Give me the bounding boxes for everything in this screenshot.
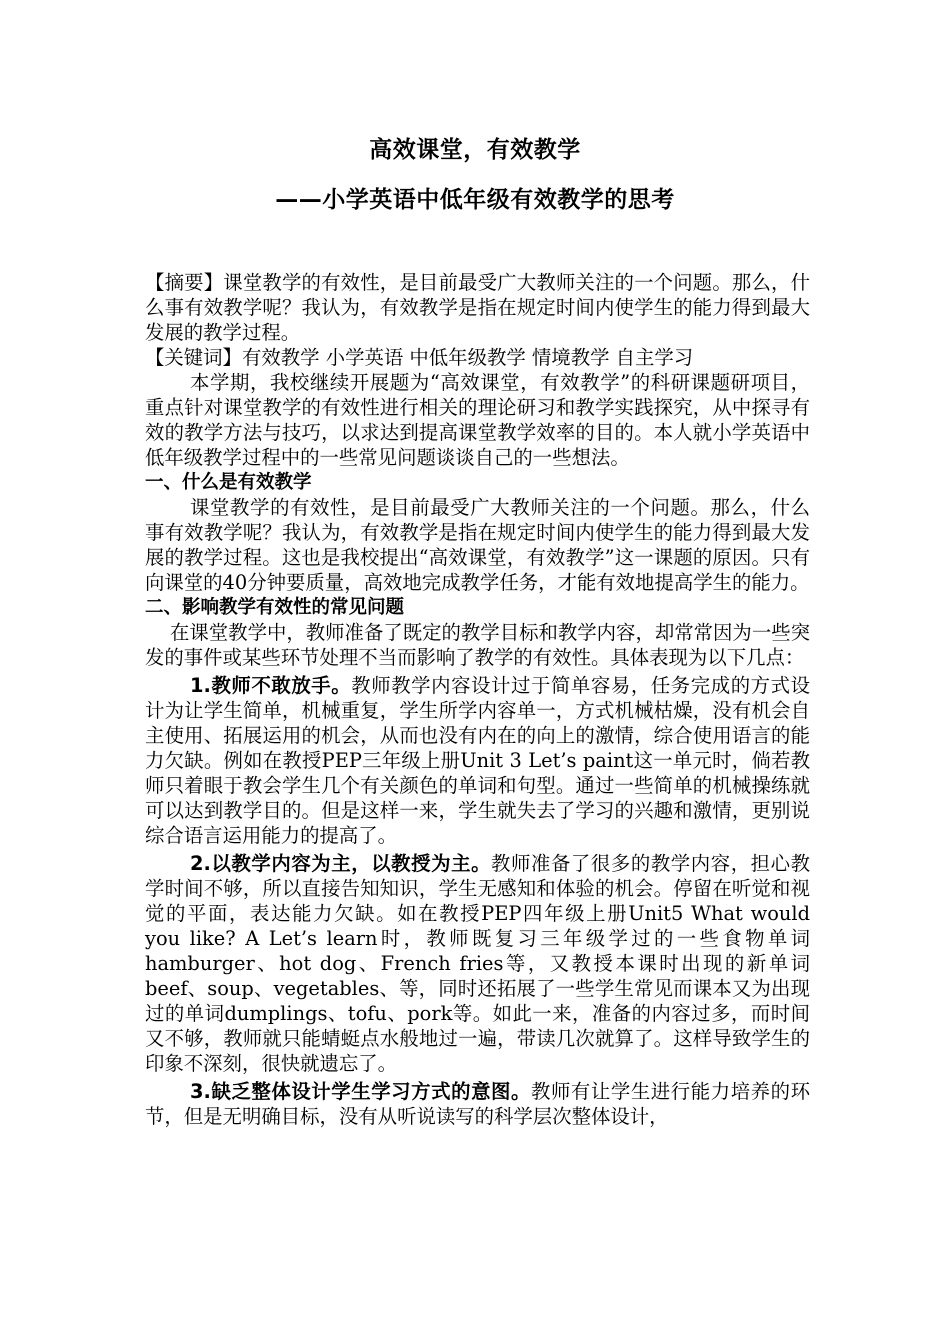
section-2-intro-paragraph: 在课堂教学中，教师准备了既定的教学目标和教学内容，却常常因为一些突发的事件或某些环节处理不当而影响了教学的有效性。具体表现为以下几点： [145, 621, 810, 669]
list-item-3-lead: 3.缺乏整体设计学生学习方式的意图。 [190, 1080, 531, 1103]
list-item-2 [145, 851, 810, 1076]
list-item-3 [145, 1079, 810, 1129]
document-subtitle: ——小学英语中低年级有效教学的思考 [275, 187, 675, 213]
list-item-1-lead: 1.教师不敢放手。 [190, 674, 352, 697]
list-item-1-text: 教师教学内容设计过于简单容易，任务完成的方式设计为让学生简单，机械重复，学生所学内容单一，方式机械枯燥，没有机会自主使用、拓展运用的机会，从而也没有内在的向上的激情，综合使用语言的能力欠缺。例如在教授PEP三年级上册Unit 3 Let’s paint这一单元时，倘若教师只着眼于教会学生几个有关颜色的单词和句型。通过一些简单的机械操练就可以达到教学目的。但是这样一来，学生就失去了学习的兴趣和激情，更别说综合语言运用能力的提高了。 [145, 674, 811, 847]
list-item-1 [145, 673, 810, 848]
document-title: 高效课堂，有效教学 [369, 137, 581, 163]
abstract-paragraph: 【摘要】课堂教学的有效性，是目前最受广大教师关注的一个问题。那么，什么事有效教学呢？我认为，有效教学是指在规定时间内使学生的能力得到最大发展的教学过程。 [145, 271, 810, 344]
list-item-2-lead: 2.以教学内容为主，以教授为主。 [190, 852, 492, 875]
section-heading-1: 一、什么是有效教学 [145, 472, 312, 493]
list-item-2-text: 教师准备了很多的教学内容，担心教学时间不够，所以直接告知知识，学生无感知和体验的机会。停留在听觉和视觉的平面，表达能力欠缺。如在教授PEP四年级上册Unit5 What would you like? A Let’s learn时，教师既复习三年级学过的一些食物单词hamburger、hot dog、French fries等，又教授本课时出现的新单词beef、soup、vegetables、等，同时还拓展了一些学生常见而课本又为出现过的单词dumplings、tofu、pork等。如此一来，准备的内容过多，而时间又不够，教师就只能蜻蜓点水般地过一遍，带读几次就算了。这样导致学生的印象不深刻，很快就遗忘了。 [145, 852, 811, 1075]
document-body [145, 270, 810, 1129]
keywords-paragraph: 【关键词】有效教学 小学英语 中低年级教学 情境教学 自主学习 [145, 346, 694, 369]
section-1-paragraph: 课堂教学的有效性，是目前最受广大教师关注的一个问题。那么，什么事有效教学呢？我认为，有效教学是指在规定时间内使学生的能力得到最大发展的教学过程。这也是我校提出“高效课堂，有效教学”这一课题的原因。只有向课堂的40分钟要质量，高效地完成教学任务，才能有效地提高学生的能力。 [145, 496, 810, 594]
intro-paragraph: 本学期，我校继续开展题为“高效课堂，有效教学”的科研课题研项目，重点针对课堂教学的有效性进行相关的理论研习和教学实践探究，从中探寻有效的教学方法与技巧，以求达到提高课堂教学效率的目的。本人就小学英语中低年级教学过程中的一些常见问题谈谈自己的一些想法。 [145, 371, 810, 469]
section-heading-2: 二、影响教学有效性的常见问题 [145, 597, 405, 618]
list-item-3-text: 教师有让学生进行能力培养的环节，但是无明确目标，没有从听说读写的科学层次整体设计， [145, 1080, 811, 1128]
